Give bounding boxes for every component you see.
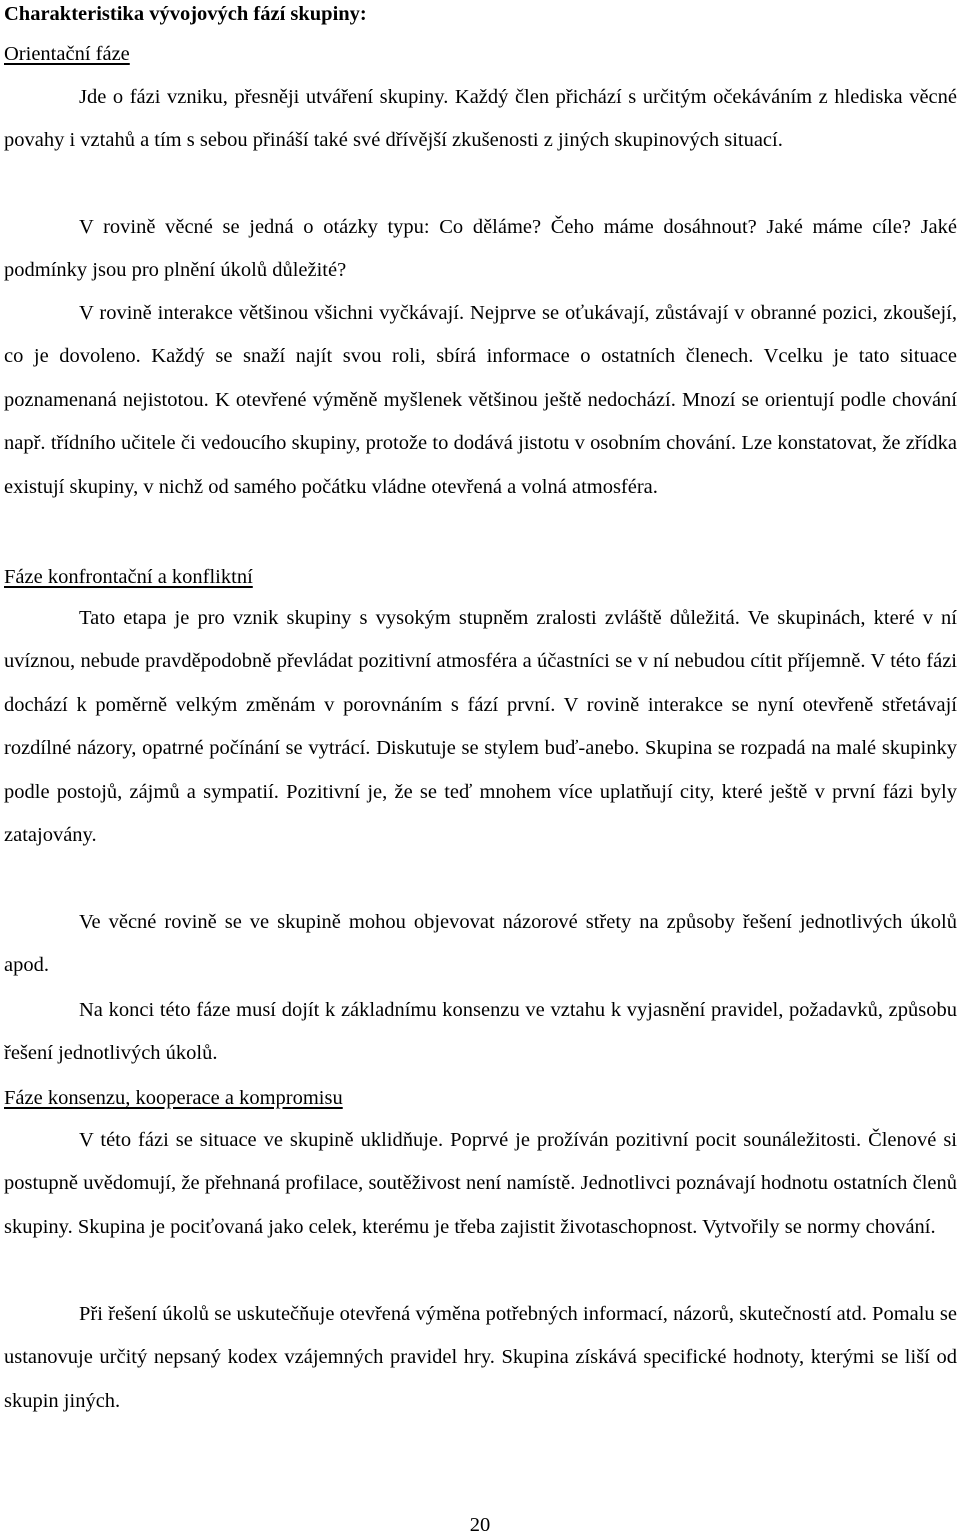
paragraph: V této fázi se situace ve skupině uklidňuje. Poprvé je prožíván pozitivní pocit sounáležitosti. Členové si postupně uvědomují, že přehnaná profilace, soutěživost není namístě. Jednotlivci poznávají hodnotu ostatních členů skupiny. Skupina je pociťovaná jako celek, kterému je třeba zajistit životaschopnost. Vytvořily se normy chování. <box>4 1129 957 1238</box>
paragraph: V rovině interakce většinou všichni vyčkávají. Nejprve se oťukávají, zůstávají v obranné pozici, zkoušejí, co je dovoleno. Každý se snaží najít svou roli, sbírá informace o ostatních členech. Vcelku je tato situace poznamenaná nejistotou. K otevřené výměně myšlenek většinou ještě nedochází. Mnozí se orientují podle chování např. třídního učitele či vedoucího skupiny, protože to dodává jistotu v osobním chování. Lze konstatovat, že zřídka existují skupiny, v nichž od samého počátku vládne otevřená a volná atmosféra. <box>4 302 957 498</box>
paragraph: Ve věcné rovině se ve skupině mohou objevovat názorové střety na způsoby řešení jednotlivých úkolů apod. <box>4 911 957 977</box>
page-number: 20 <box>469 1514 491 1536</box>
paragraph: Na konci této fáze musí dojít k základnímu konsenzu ve vztahu k vyjasnění pravidel, požadavků, způsobu řešení jednotlivých úkolů. <box>4 999 957 1065</box>
section-heading-confrontation: Fáze konfrontační a konfliktní <box>4 566 253 588</box>
page-title: Charakteristika vývojových fází skupiny: <box>4 3 367 25</box>
paragraph: Při řešení úkolů se uskutečňuje otevřená výměna potřebných informací, názorů, skutečností atd. Pomalu se ustanovuje určitý nepsaný kodex vzájemných pravidel hry. Skupina získává specifické hodnoty, kterými se liší od skupin jiných. <box>4 1303 957 1412</box>
section-heading-orientation: Orientační fáze <box>4 43 130 65</box>
section-heading-consensus: Fáze konsenzu, kooperace a kompromisu <box>4 1087 343 1109</box>
paragraph: Jde o fázi vzniku, přesněji utváření skupiny. Každý člen přichází s určitým očekáváním z hlediska věcné povahy i vztahů a tím s sebou přináší také své dřívější zkušenosti z jiných skupinových situací. <box>4 86 957 152</box>
paragraph: Tato etapa je pro vznik skupiny s vysokým stupněm zralosti zvláště důležitá. Ve skupinách, které v ní uvíznou, nebude pravděpodobně převládat pozitivní atmosféra a účastníci se v ní nebudou cítit příjemně. V této fázi dochází k poměrně velkým změnám v porovnáním s fází první. V rovině interakce se nyní otevřeně střetávají rozdílné názory, opatrné počínání se vytrácí. Diskutuje se stylem buď-anebo. Skupina se rozpadá na malé skupinky podle postojů, zájmů a sympatií. Pozitivní je, že se teď mnohem více uplatňují city, které ještě v první fázi byly zatajovány. <box>4 607 957 847</box>
paragraph: V rovině věcné se jedná o otázky typu: Co děláme? Čeho máme dosáhnout? Jaké máme cíle? Jaké podmínky jsou pro plnění úkolů důležité? <box>4 216 957 282</box>
